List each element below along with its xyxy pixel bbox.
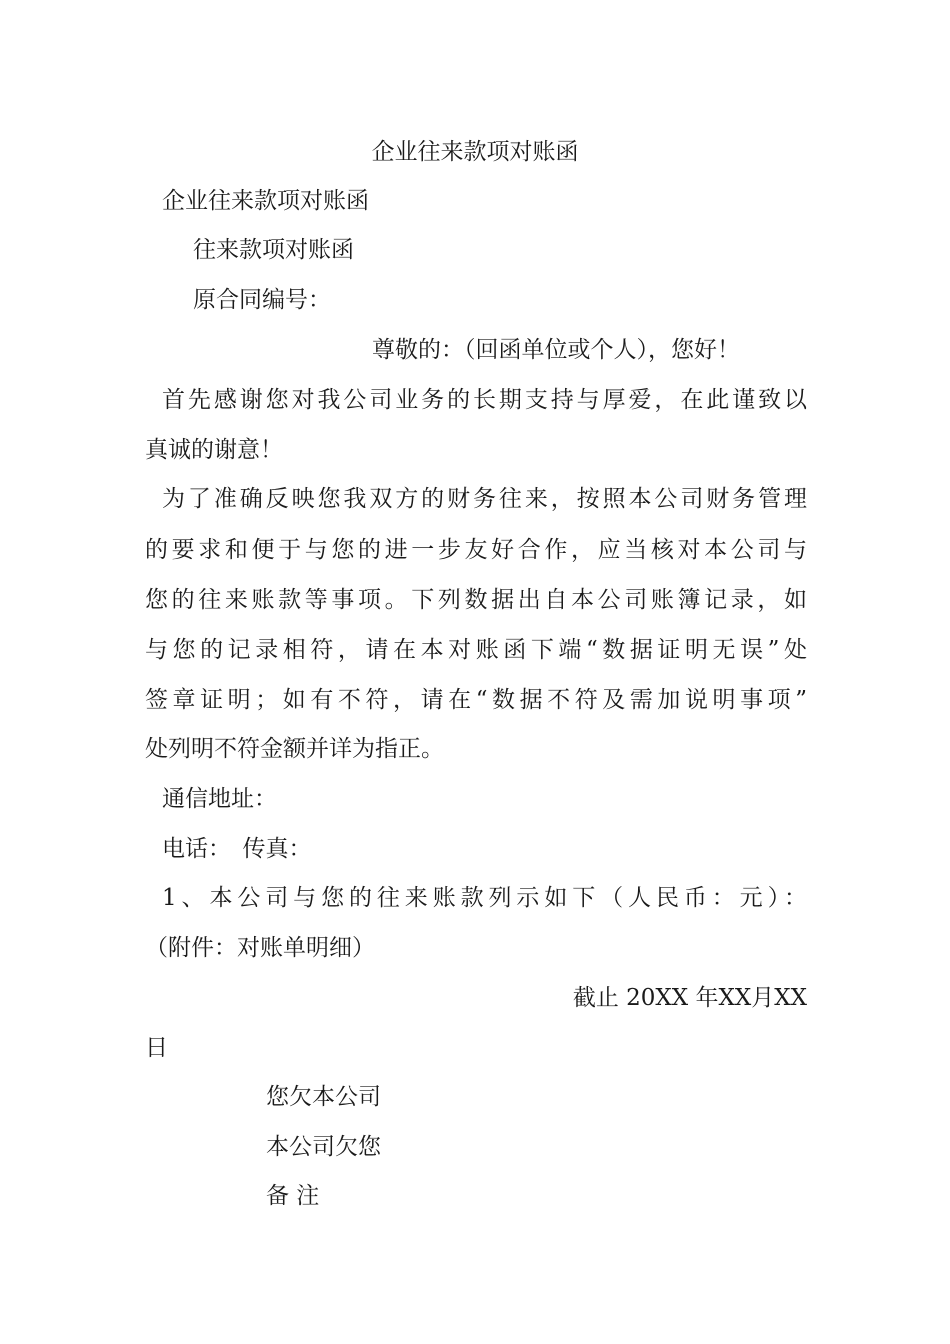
attachment-note: （附件：对账单明细）	[145, 935, 375, 961]
body-line-3: 您的往来账款等事项。下列数据出自本公司账簿记录，如	[145, 587, 807, 613]
body-line-6: 处列明不符金额并详为指正。	[145, 736, 444, 762]
document-subtitle: 企业往来款项对账函	[162, 188, 369, 214]
cutoff-date-end: 日	[145, 1035, 168, 1061]
contract-number-label: 原合同编号：	[193, 287, 331, 313]
table-row-you-owe-us: 您欠本公司	[266, 1084, 381, 1110]
table-row-remarks: 备 注	[266, 1183, 320, 1209]
body-line-4: 与您的记录相符，请在本对账函下端“数据证明无误”处	[145, 637, 807, 663]
address-label: 通信地址：	[162, 786, 277, 812]
cutoff-date: 截止 20XX 年XX月XX	[572, 985, 807, 1011]
phone-fax-label: 电话： 传真：	[162, 836, 312, 862]
body-line-1: 为了准确反映您我双方的财务往来，按照本公司财务管理	[162, 486, 807, 512]
letter-heading: 往来款项对账函	[193, 237, 354, 263]
body-line-2: 的要求和便于与您的进一步友好合作，应当核对本公司与	[145, 537, 807, 563]
item-1-text: 1、本公司与您的往来账款列示如下（人民币：元）：	[162, 885, 807, 911]
document-title: 企业往来款项对账函	[371, 139, 579, 165]
table-row-we-owe-you: 本公司欠您	[266, 1134, 381, 1160]
thanks-line-2: 真诚的谢意！	[145, 437, 283, 463]
body-line-5: 签章证明；如有不符，请在“数据不符及需加说明事项”	[145, 687, 807, 713]
thanks-line-1: 首先感谢您对我公司业务的长期支持与厚爱，在此谨致以	[162, 387, 807, 413]
greeting-line: 尊敬的：（回函单位或个人），您好！	[372, 337, 740, 363]
